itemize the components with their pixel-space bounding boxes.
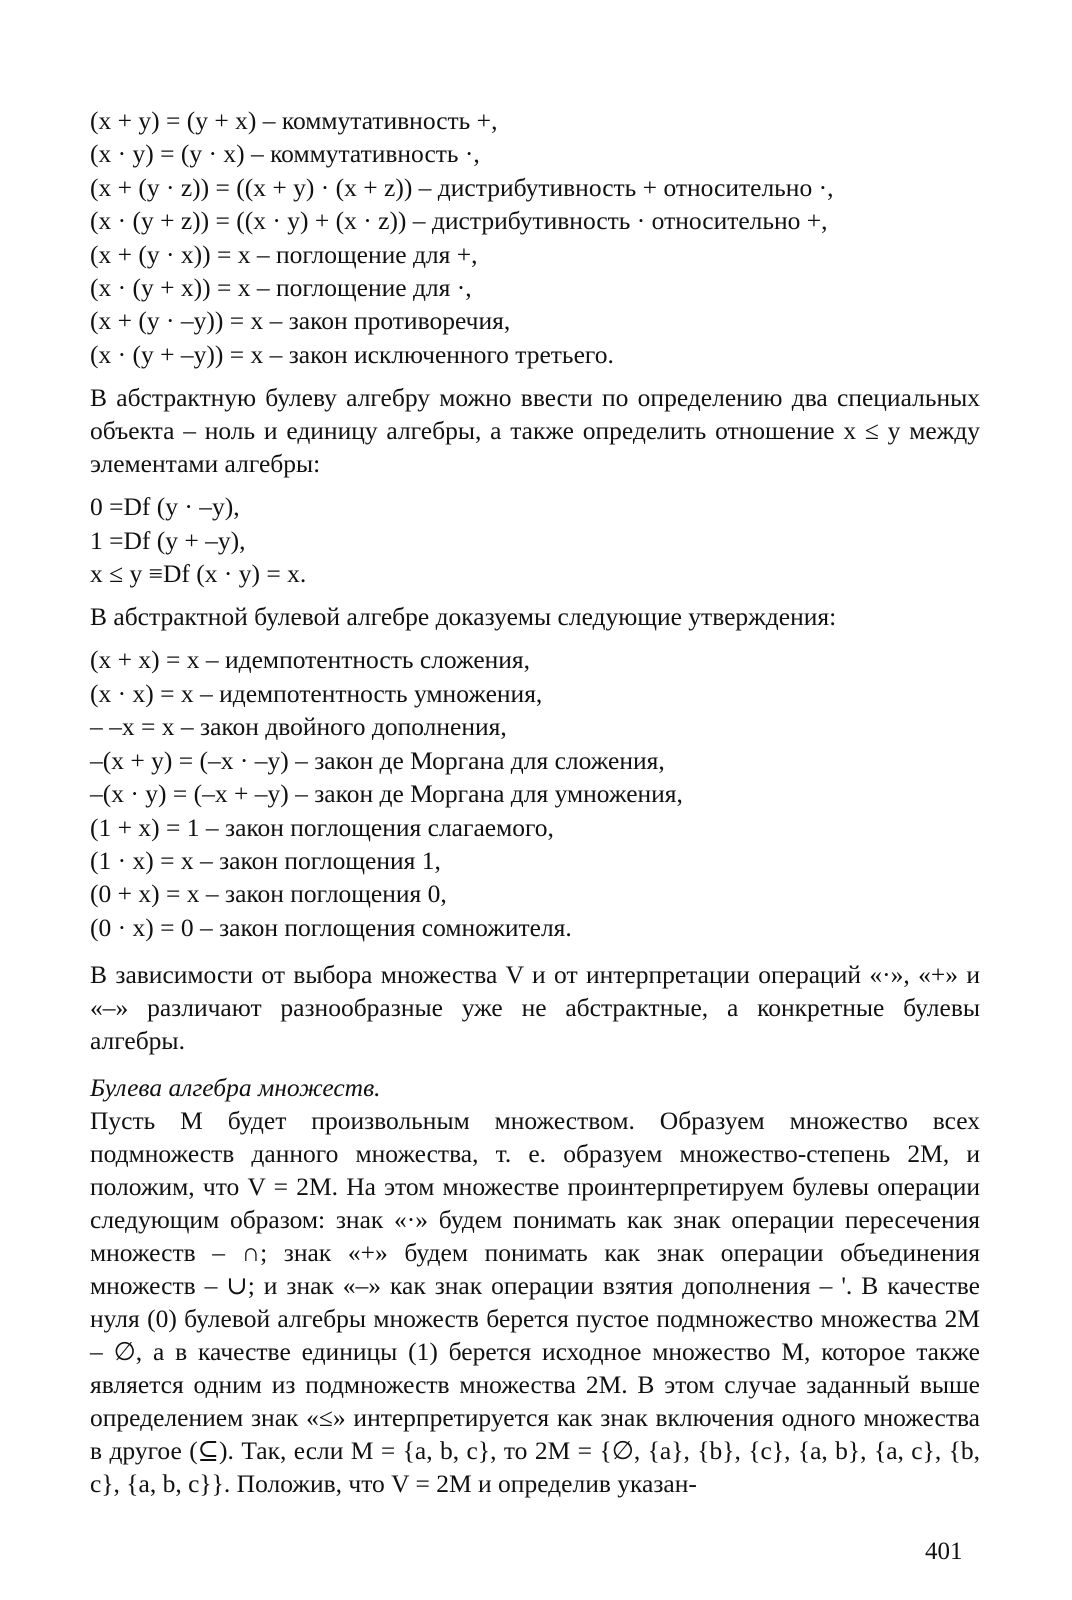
law-line: –(x · y) = (–x + –y) – закон де Моргана для умножения, — [90, 779, 683, 809]
law-line: (x · (y + –y)) = x – закон исключенного третьего. — [90, 339, 614, 369]
law-line: (x · x) = x – идемпотентность умножения, — [90, 678, 543, 708]
law-line: (0 + x) = x – закон поглощения 0, — [90, 879, 447, 909]
definition-line: 0 =Df (y · –y), — [90, 492, 240, 522]
page-number: 401 — [925, 1538, 963, 1565]
law-line: –(x + y) = (–x · –y) – закон де Моргана для сложения, — [90, 745, 665, 775]
section-heading: Булева алгебра множеств. — [90, 1073, 381, 1103]
law-line: (x + (y · x)) = x – поглощение для +, — [90, 239, 478, 269]
law-line: (x + x) = x – идемпотентность сложения, — [90, 645, 531, 675]
law-line: (x + y) = (y + x) – коммутативность +, — [90, 106, 498, 135]
law-line: (x · y) = (y · x) – коммутативность ·, — [90, 139, 480, 169]
laws-block-1 — [90, 104, 980, 371]
definition-line: 1 =Df (y + –y), — [90, 525, 246, 555]
law-line: (0 · x) = 0 – закон поглощения сомножителя. — [90, 912, 572, 942]
law-line: (x · (y + x)) = x – поглощение для ·, — [90, 273, 472, 303]
law-line: – –x = x – закон двойного дополнения, — [90, 712, 507, 742]
definition-line: x ≤ y ≡Df (x · y) = x. — [90, 559, 307, 589]
law-line: (x + (y · z)) = ((x + y) · (x + z)) – дистрибутивность + относительно ·, — [90, 172, 834, 202]
law-line: (1 · x) = x – закон поглощения 1, — [90, 845, 441, 875]
paragraph-provable: В абстрактной булевой алгебре доказуемы следующие утверждения: — [90, 602, 837, 632]
page-body — [90, 104, 980, 1500]
paragraph-concrete: В зависимости от выбора множества V и от интерпретации операций «·», «+» и «–» различают разнообразные уже не абстрактные, а конкретные булевы алгебры. — [90, 960, 980, 1056]
laws-block-2 — [90, 643, 980, 944]
law-line: (x + (y · –y)) = x – закон противоречия, — [90, 306, 511, 336]
definitions-block — [90, 490, 980, 590]
paragraph-sets: Пусть M будет произвольным множеством. Образуем множество всех подмножеств данного множества, т. е. образуем множество-степень 2M, и положим, что V = 2M. На этом множестве проинтерпретируем булевы операции следующим образом: знак «·» будем понимать как знак операции пересечения множеств – ∩; знак «+» будем понимать как знак операции объединения множеств – ∪; и знак «–» как знак операции взятия дополнения – '. В качестве нуля (0) булевой алгебры множеств берется пустое подмножество множества 2M – ∅, а в качестве единицы (1) берется исходное множество M, которое также является одним из подмножеств множества 2M. В этом случае заданный выше определением знак «≤» интерпретируется как знак включения одного множества в другое (⊆). Так, если M = {a, b, c}, то 2M = {∅, {a}, {b}, {c}, {a, b}, {a, c}, {b, c}, {a, b, c}}. Положив, что V = 2M и определив указан- — [90, 1106, 980, 1499]
paragraph-intro: В абстрактную булеву алгебру можно ввести по определению два специальных объекта – ноль и единицу алгебры, а также определить отношение x ≤ y между элементами алгебры: — [90, 383, 980, 479]
law-line: (x · (y + z)) = ((x · y) + (x · z)) – дистрибутивность · относительно +, — [90, 206, 828, 236]
law-line: (1 + x) = 1 – закон поглощения слагаемого, — [90, 812, 554, 842]
